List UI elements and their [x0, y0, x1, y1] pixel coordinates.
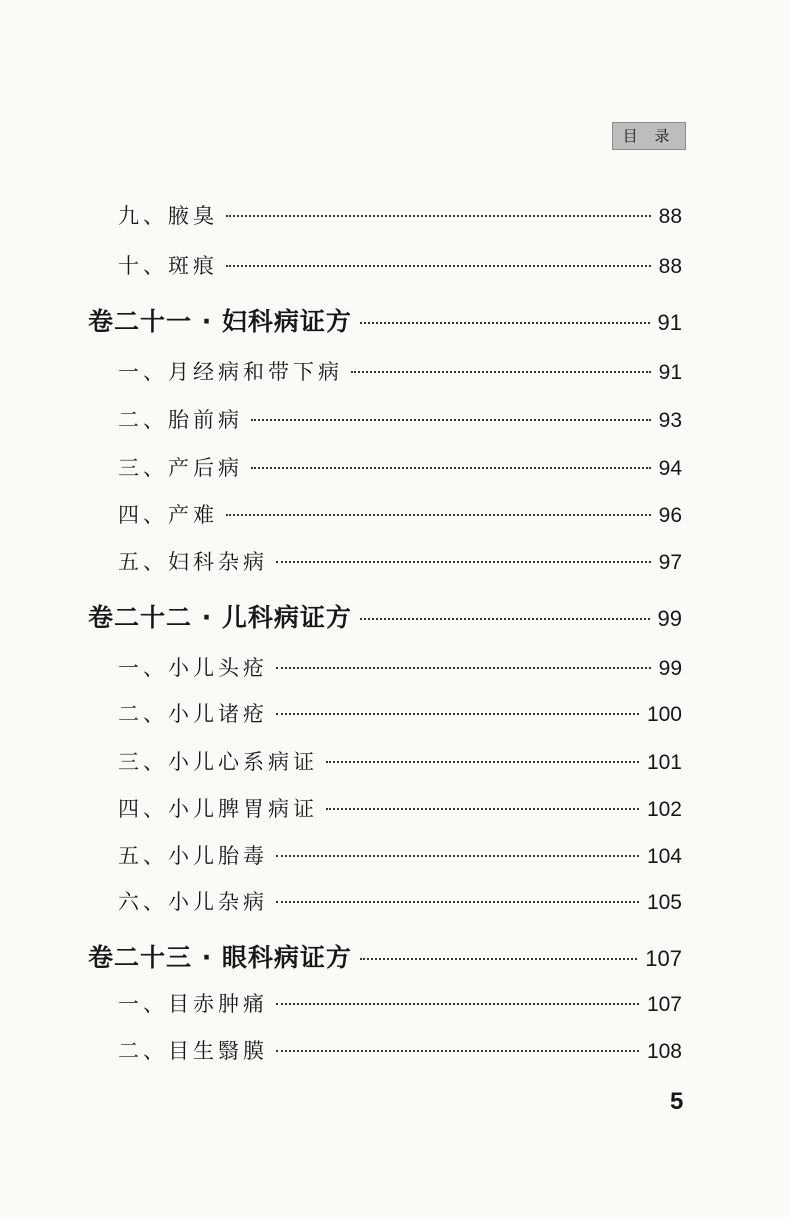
dot-leader	[360, 618, 650, 620]
toc-entry-title: 二、小儿诸疮	[118, 702, 268, 726]
toc-entry-title: 四、小儿脾胃病证	[118, 797, 318, 821]
toc-entry-title: 三、小儿心系病证	[118, 750, 318, 774]
toc-entry-title: 四、产难	[118, 503, 218, 527]
toc-chapter-entry	[0, 302, 790, 338]
toc-entry-title: 三、产后病	[118, 456, 243, 480]
toc-entry-page: 94	[658, 457, 682, 480]
toc-entry-title: 卷二十一 · 妇科病证方	[88, 307, 352, 336]
dot-leader	[360, 958, 637, 960]
toc-entry-page: 93	[658, 409, 682, 432]
toc-section-entry	[0, 793, 790, 823]
dot-leader	[276, 667, 651, 669]
dot-leader	[226, 215, 651, 217]
toc-entry-page: 104	[646, 845, 682, 868]
dot-leader	[251, 467, 651, 469]
toc-section-entry	[0, 404, 790, 434]
toc-entry-page: 107	[646, 993, 682, 1016]
dot-leader	[276, 901, 639, 903]
toc-entry-title: 六、小儿杂病	[118, 890, 268, 914]
toc-entry-title: 一、小儿头疮	[118, 656, 268, 680]
dot-leader	[276, 561, 651, 563]
toc-entry-page: 105	[646, 891, 682, 914]
running-header-tag: 目 录	[612, 122, 686, 150]
toc-section-entry	[0, 356, 790, 386]
dot-leader	[351, 371, 651, 373]
toc-entry-page: 97	[658, 551, 682, 574]
toc-entry-page: 91	[658, 361, 682, 384]
toc-entry-title: 五、妇科杂病	[118, 550, 268, 574]
toc-entry-title: 十、斑痕	[118, 254, 218, 278]
toc-chapter-entry	[0, 938, 790, 974]
toc-entry-page: 88	[658, 255, 682, 278]
toc-entry-page: 88	[658, 205, 682, 228]
toc-section-entry	[0, 988, 790, 1018]
toc-section-entry	[0, 499, 790, 529]
toc-entry-title: 一、月经病和带下病	[118, 360, 343, 384]
dot-leader	[276, 855, 639, 857]
toc-entry-page: 107	[645, 946, 682, 971]
page-number: 5	[670, 1088, 684, 1115]
dot-leader	[326, 761, 639, 763]
toc-entry-page: 99	[657, 606, 682, 631]
toc-entry-page: 108	[646, 1040, 682, 1063]
toc-entry-page: 101	[646, 751, 682, 774]
dot-leader	[326, 808, 639, 810]
toc-entry-title: 二、目生翳膜	[118, 1039, 268, 1063]
toc-section-entry	[0, 652, 790, 682]
toc-chapter-entry	[0, 598, 790, 634]
dot-leader	[251, 419, 651, 421]
toc-entry-page: 100	[646, 703, 682, 726]
toc-section-entry	[0, 452, 790, 482]
toc-section-entry	[0, 746, 790, 776]
toc-section-entry	[0, 840, 790, 870]
dot-leader	[276, 1050, 639, 1052]
toc-section-entry	[0, 250, 790, 280]
toc-entry-title: 卷二十二 · 儿科病证方	[88, 603, 352, 632]
toc-entry-title: 五、小儿胎毒	[118, 844, 268, 868]
toc-entry-page: 99	[658, 657, 682, 680]
toc-entry-title: 二、胎前病	[118, 408, 243, 432]
toc-entry-title: 一、目赤肿痛	[118, 992, 268, 1016]
dot-leader	[226, 514, 651, 516]
toc-section-entry	[0, 200, 790, 230]
toc-entry-page: 102	[646, 798, 682, 821]
toc-entry-page: 91	[657, 310, 682, 335]
toc-entry-title: 九、腋臭	[118, 204, 218, 228]
toc-section-entry	[0, 546, 790, 576]
toc-entry-page: 96	[658, 504, 682, 527]
toc-section-entry	[0, 1035, 790, 1065]
toc-section-entry	[0, 886, 790, 916]
dot-leader	[276, 1003, 639, 1005]
toc-section-entry	[0, 698, 790, 728]
dot-leader	[276, 713, 639, 715]
toc-entry-title: 卷二十三 · 眼科病证方	[88, 943, 352, 972]
dot-leader	[360, 322, 650, 324]
dot-leader	[226, 265, 651, 267]
